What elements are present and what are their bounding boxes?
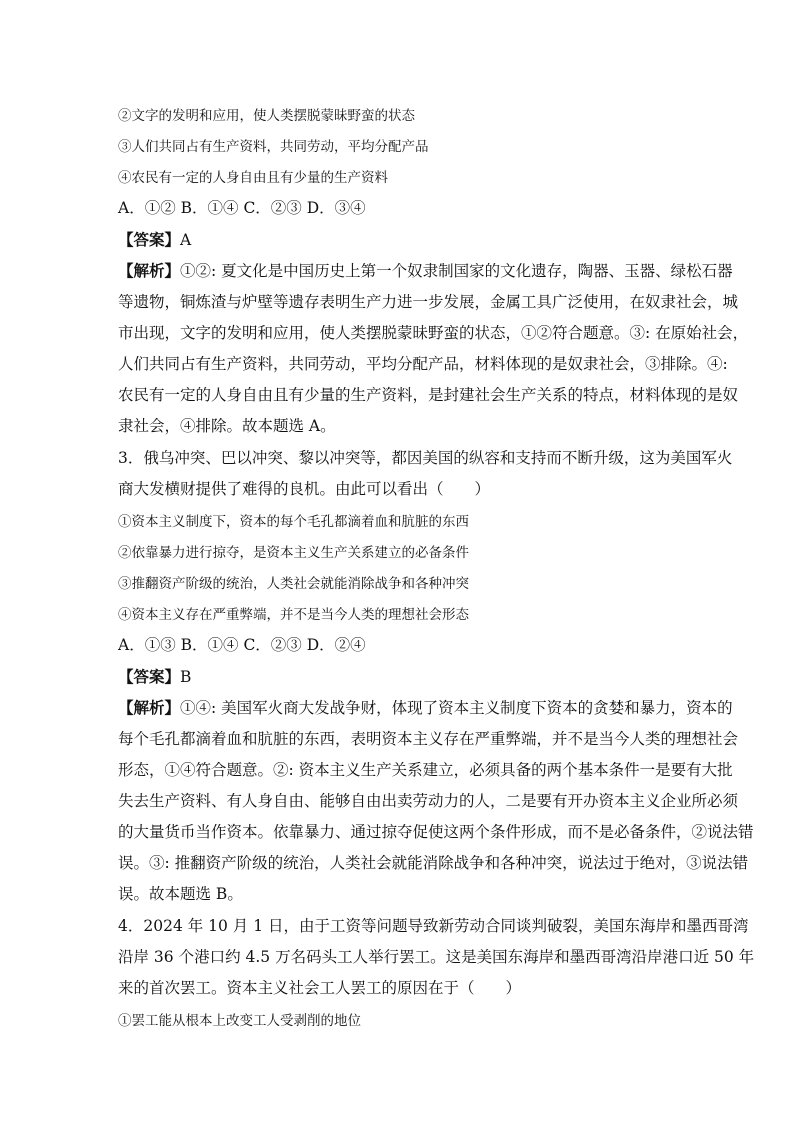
q2-analysis-line: 市出现，文字的发明和应用，使人类摆脱蒙昧野蛮的状态，①②符合题意。③: 在原始社会， bbox=[118, 324, 749, 342]
q3-option-3: ③推翻资产阶级的统治，人类社会就能消除战争和各种冲突 bbox=[118, 576, 469, 592]
q3-analysis-line: 误。③: 推翻资产阶级的统治，人类社会就能消除战争和各种冲突，说法过于绝对，③说法错 bbox=[118, 854, 749, 872]
answer-tag: 【答案】 bbox=[118, 230, 181, 249]
q2-analysis-line: 隶社会，④排除。故本题选 A。 bbox=[118, 417, 336, 435]
answer-value: A bbox=[180, 231, 192, 249]
analysis-tag: 【解析】 bbox=[118, 698, 181, 717]
q3-option-2: ②依靠暴力进行掠夺，是资本主义生产关系建立的必备条件 bbox=[118, 545, 469, 561]
q2-choices: A．①② B．①④ C．②③ D．③④ bbox=[118, 199, 366, 217]
q3-analysis-line: 误。故本题选 B。 bbox=[118, 885, 243, 903]
q4-option-1: ①罢工能从根本上改变工人受剥削的地位 bbox=[118, 1013, 361, 1029]
q3-analysis-line: 每个毛孔都滴着血和肮脏的东西，表明资本主义存在严重弊端，并不是当今人类的理想社会 bbox=[118, 730, 739, 748]
q3-analysis-line: 形态，①④符合题意。②: 资本主义生产关系建立，必须具备的两个基本条件一是要有大批 bbox=[118, 761, 733, 779]
q2-option-3: ③人们共同占有生产资料，共同劳动，平均分配产品 bbox=[118, 139, 429, 155]
q2-analysis-line: 等遗物，铜炼渣与炉壁等遗存表明生产力进一步发展，金属工具广泛使用，在奴隶社会，城 bbox=[118, 293, 739, 311]
analysis-tag: 【解析】 bbox=[118, 261, 181, 280]
q4-stem-line: 来的首次罢工。资本主义社会工人罢工的原因在于（ ） bbox=[118, 979, 522, 997]
q2-option-2: ②文字的发明和应用，使人类摆脱蒙昧野蛮的状态 bbox=[118, 108, 415, 124]
q4-stem-line: 沿岸 36 个港口约 4.5 万名码头工人举行罢工。这是美国东海岸和墨西哥湾沿岸港口近 50 年 bbox=[118, 948, 755, 966]
q3-option-4: ④资本主义存在严重弊端，并不是当今人类的理想社会形态 bbox=[118, 607, 469, 623]
q3-choices: A．①③ B．①④ C．②③ D．②④ bbox=[118, 636, 366, 654]
q4-stem-line: 4．2024 年 10 月 1 日，由于工资等问题导致新劳动合同谈判破裂，美国东海岸和墨西哥湾 bbox=[118, 917, 749, 935]
q2-answer bbox=[118, 228, 191, 250]
q2-analysis-line: 人们共同占有生产资料，共同劳动，平均分配产品，材料体现的是奴隶社会，③排除。④: bbox=[118, 355, 728, 373]
q3-analysis-line bbox=[118, 696, 733, 718]
q2-analysis-line: 农民有一定的人身自由且有少量的生产资料，是封建社会生产关系的特点，材料体现的是奴 bbox=[118, 386, 739, 404]
q2-option-4: ④农民有一定的人身自由且有少量的生产资料 bbox=[118, 170, 388, 186]
analysis-text: ①④: 美国军火商大发战争财，体现了资本主义制度下资本的贪婪和暴力，资本的 bbox=[180, 699, 733, 717]
q3-analysis-line: 的大量货币当作资本。依靠暴力、通过掠夺促使这两个条件形成，而不是必备条件，②说法错 bbox=[118, 823, 754, 841]
q3-option-1: ①资本主义制度下，资本的每个毛孔都滴着血和肮脏的东西 bbox=[118, 514, 469, 530]
q3-analysis-line: 失去生产资料、有人身自由、能够自由出卖劳动力的人，二是要有开办资本主义企业所必须 bbox=[118, 792, 739, 810]
q3-stem-line: 商大发横财提供了难得的良机。由此可以看出（ ） bbox=[118, 480, 491, 498]
q2-analysis-line bbox=[118, 259, 733, 281]
q3-answer bbox=[118, 665, 191, 687]
analysis-text: ①②: 夏文化是中国历史上第一个奴隶制国家的文化遗存，陶器、玉器、绿松石器 bbox=[180, 262, 733, 280]
answer-value: B bbox=[180, 668, 192, 686]
answer-tag: 【答案】 bbox=[118, 667, 181, 686]
q3-stem-line: 3．俄乌冲突、巴以冲突、黎以冲突等，都因美国的纵容和支持而不断升级，这为美国军火 bbox=[118, 449, 733, 467]
